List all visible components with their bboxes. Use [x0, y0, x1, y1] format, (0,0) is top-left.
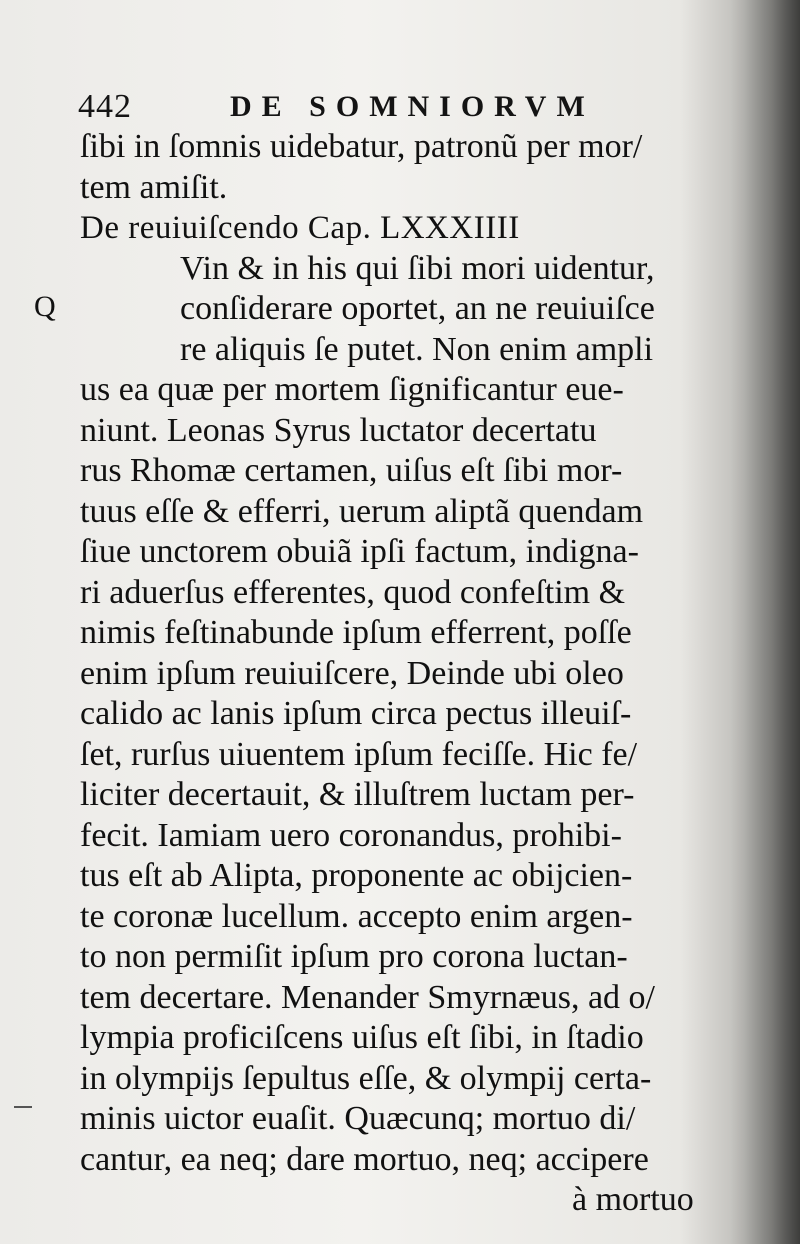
text-line: nimis feſtinabunde ipſum efferrent, poſſe — [80, 614, 632, 651]
margin-mark — [14, 1106, 32, 1108]
text-line: enim ipſum reuiuiſcere, Deinde ubi oleo — [80, 654, 624, 692]
catchword-line: à mortuo — [572, 1181, 694, 1218]
drop-initial-letter: Q — [34, 290, 56, 323]
chapter-heading: De reuiuiſcendo Cap. LXXXIIII — [80, 210, 520, 246]
text-line: tem decertare. Menander Smyrnæus, ad o/ — [80, 978, 655, 1016]
text-line: ſiue unctorem obuiã ipſi factum, indigna- — [80, 533, 639, 570]
text-line: liciter decertauit, & illuſtrem luctam per- — [80, 776, 635, 813]
text-line: minis uictor euaſit. Quæcunq; mortuo di/ — [80, 1100, 636, 1137]
text-line: fecit. Iamiam uero coronandus, prohibi- — [80, 816, 622, 854]
text-line: ſibi in ſomnis uidebatur, patronũ per mor/ — [80, 128, 643, 165]
running-head: DE SOMNIORVM — [230, 90, 595, 123]
text-line: te coronæ lucellum. accepto enim argen- — [80, 897, 633, 935]
text-line: conſiderare oportet, an ne reuiuiſce — [180, 290, 655, 327]
text-line: ſet, rurſus uiuentem ipſum feciſſe. Hic fe/ — [80, 735, 638, 773]
text-line: niunt. Leonas Syrus luctator decertatu — [80, 411, 597, 449]
text-line: Vin & in his qui ſibi mori uidentur, — [180, 249, 655, 287]
body-text — [80, 127, 720, 1221]
page-header — [78, 86, 718, 126]
text-line: calido ac lanis ipſum circa pectus illeuiſ- — [80, 695, 632, 732]
text-line: in olympijs ſepultus eſſe, & olympij certa- — [80, 1059, 652, 1097]
text-line: to non permiſit ipſum pro corona luctan- — [80, 938, 628, 975]
page-gutter-shadow — [730, 0, 800, 1244]
text-line: tus eſt ab Alipta, proponente ac obijcien- — [80, 857, 633, 894]
text-line: rus Rhomæ certamen, uiſus eſt ſibi mor- — [80, 452, 623, 489]
text-line: tuus eſſe & efferri, uerum aliptã quendam — [80, 492, 644, 530]
text-line: ri aduerſus efferentes, quod confeſtim & — [80, 573, 626, 611]
text-line: tem amiſit. — [80, 168, 228, 206]
text-line: re aliquis ſe putet. Non enim ampli — [180, 330, 654, 368]
text-line: lympia proficiſcens uiſus eſt ſibi, in ſtadio — [80, 1019, 644, 1056]
text-line: cantur, ea neq; dare mortuo, neq; accipere — [80, 1140, 649, 1178]
text-line: us ea quæ per mortem ſignificantur eue- — [80, 371, 624, 408]
page-number: 442 — [78, 88, 132, 125]
